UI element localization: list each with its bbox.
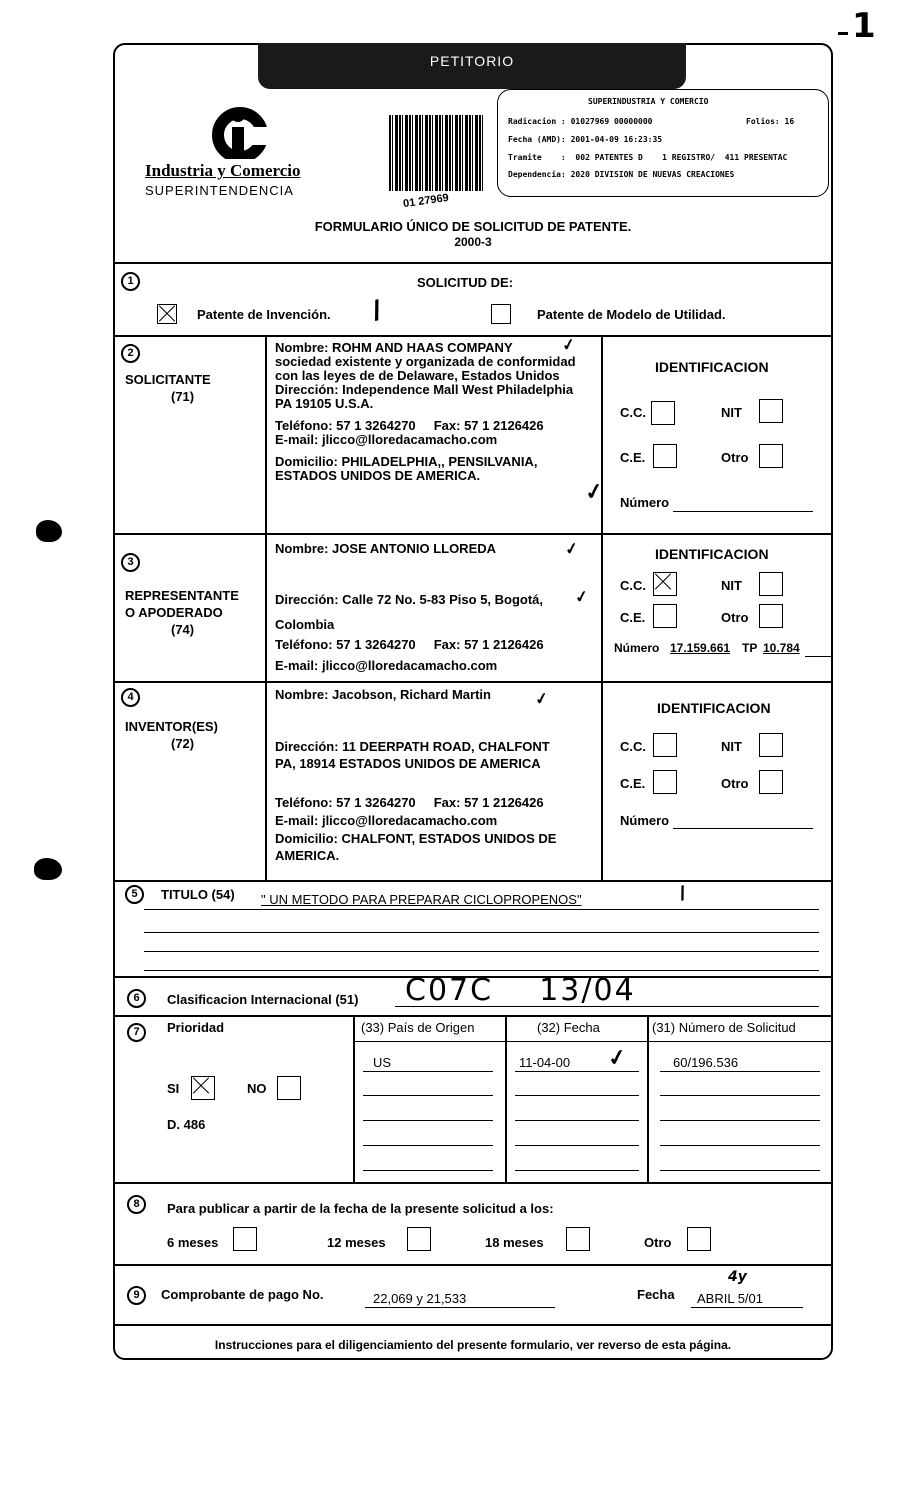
tp-line <box>805 656 831 657</box>
divider <box>115 262 831 264</box>
date-line <box>515 1170 639 1171</box>
cc-label: C.C. <box>620 578 646 593</box>
invention-patent-label: Patente de Invención. <box>197 307 331 322</box>
country-line <box>363 1071 493 1072</box>
applicant-nit-checkbox[interactable] <box>759 399 783 423</box>
check-mark: ✓ <box>605 1043 629 1072</box>
section-2-code: (71) <box>171 389 195 404</box>
representative-phone: Teléfono: 57 1 3264270 Fax: 57 1 2126426 <box>275 637 544 652</box>
section-4-number: 4 <box>121 688 140 707</box>
divider <box>115 533 831 535</box>
receipt-line <box>365 1307 555 1308</box>
section-3-number: 3 <box>121 553 140 572</box>
publish-6-checkbox[interactable] <box>233 1227 257 1251</box>
divider <box>115 1015 831 1017</box>
ce-label: C.E. <box>620 450 646 465</box>
section-3-code: (74) <box>171 622 195 637</box>
barcode-number: 01 27969 <box>402 191 450 211</box>
title-line <box>144 909 819 910</box>
applicant-ce-checkbox[interactable] <box>653 444 677 468</box>
punch-hole-mark <box>36 520 62 542</box>
stamp-line2: Fecha (AMD): 2001-04-09 16:23:35 <box>508 135 663 144</box>
priority-date: 11-04-00 <box>519 1055 571 1070</box>
stamp-folios: Folios: 16 <box>746 117 795 126</box>
other-label: Otro <box>721 610 749 625</box>
representative-ce-checkbox[interactable] <box>653 604 677 628</box>
number-line <box>673 828 813 829</box>
section-2-number: 2 <box>121 344 140 363</box>
applicant-phone: Teléfono: 57 1 3264270 Fax: 57 1 2126426 <box>275 418 544 433</box>
payment-receipt-value: 22,069 y 21,533 <box>373 1291 467 1306</box>
divider <box>265 335 267 880</box>
section-3-label-2: O APODERADO <box>125 605 223 620</box>
applicant-other-checkbox[interactable] <box>759 444 783 468</box>
check-mark: ✓ <box>582 477 606 506</box>
barcode <box>389 115 485 191</box>
inventor-address: Dirección: 11 DEERPATH ROAD, CHALFONT <box>275 739 550 754</box>
priority-yes-checkbox[interactable] <box>191 1076 215 1100</box>
inventor-domicile-2: AMERICA. <box>275 848 340 863</box>
section-4-code: (72) <box>171 736 195 751</box>
inventor-nit-checkbox[interactable] <box>759 733 783 757</box>
check-mark: / <box>678 882 688 906</box>
check-mark: ✓ <box>573 587 590 608</box>
publish-6-label: 6 meses <box>167 1235 219 1250</box>
invention-patent-checkbox[interactable] <box>157 304 177 324</box>
inventor-email: E-mail: jlicco@lloredacamacho.com <box>275 813 498 828</box>
priority-yes-label: SI <box>167 1081 180 1096</box>
classification-value: C07C 13/04 <box>405 973 636 1008</box>
title-value: " UN METODO PARA PREPARAR CICLOPROPENOS" <box>261 892 582 907</box>
cc-label: C.C. <box>620 405 646 420</box>
logo-name: Industria y Comercio <box>145 161 301 180</box>
publish-18-label: 18 meses <box>485 1235 544 1250</box>
logo <box>145 107 325 203</box>
payment-receipt-label: Comprobante de pago No. <box>161 1287 324 1302</box>
filing-stamp <box>497 89 829 197</box>
date-line <box>515 1095 639 1096</box>
date-line <box>691 1307 803 1308</box>
inventor-phone: Teléfono: 57 1 3264270 Fax: 57 1 2126426 <box>275 795 544 810</box>
check-mark: ✓ <box>563 539 580 560</box>
divider <box>115 681 831 683</box>
section-5-number: 5 <box>125 885 144 904</box>
applicant-domicile: Domicilio: PHILADELPHIA,, PENSILVANIA, <box>275 454 538 469</box>
applicant-details <box>275 341 605 483</box>
nit-label: NIT <box>721 739 742 754</box>
section-9-number: 9 <box>127 1286 146 1305</box>
publish-other-label: Otro <box>644 1235 672 1250</box>
date-line <box>515 1071 639 1072</box>
country-line <box>363 1095 493 1096</box>
section-5-label: TITULO (54) <box>161 887 235 902</box>
number-label: Número <box>614 641 660 655</box>
divider <box>115 1264 831 1266</box>
tp-label: TP <box>742 641 758 655</box>
identification-title: IDENTIFICACION <box>655 546 769 562</box>
other-label: Otro <box>721 776 749 791</box>
form-tab <box>258 43 686 89</box>
representative-id-number: 17.159.661 <box>670 641 731 655</box>
section-3-label: REPRESENTANTE <box>125 588 239 603</box>
number-row-line <box>660 1145 820 1146</box>
country-line <box>363 1170 493 1171</box>
representative-address: Dirección: Calle 72 No. 5-83 Piso 5, Bogotá, <box>275 592 544 607</box>
priority-number: 60/196.536 <box>673 1055 739 1070</box>
priority-no-label: NO <box>247 1081 267 1096</box>
logo-subtitle: SUPERINTENDENCIA <box>145 183 294 198</box>
inventor-cc-checkbox[interactable] <box>653 733 677 757</box>
stamp-line1: Radicacion : 01027969 00000000 <box>508 117 653 126</box>
decree-label: D. 486 <box>167 1117 206 1132</box>
check-mark: / <box>370 294 384 327</box>
utility-model-label: Patente de Modelo de Utilidad. <box>537 307 726 322</box>
payment-date-label: Fecha <box>637 1287 675 1302</box>
ce-label: C.E. <box>620 610 646 625</box>
divider <box>115 1324 831 1326</box>
header-row-line <box>353 1041 831 1042</box>
inventor-other-checkbox[interactable] <box>759 770 783 794</box>
number-row-line <box>660 1095 820 1096</box>
stamp-line3: Tramite : 002 PATENTES D 1 REGISTRO/ 411 PRESENTAC <box>508 153 788 162</box>
number-row-line <box>660 1170 820 1171</box>
page-number: 1 <box>852 6 876 46</box>
representative-address-2: Colombia <box>275 617 335 632</box>
applicant-name: Nombre: ROHM AND HAAS COMPANY <box>275 340 513 355</box>
footer-instructions: Instrucciones para el diligenciamiento del presente formulario, ver reverso de esta página. <box>214 1338 732 1352</box>
number-row-line <box>660 1071 820 1072</box>
sic-logo-icon <box>210 107 280 159</box>
section-6-label: Clasificacion Internacional (51) <box>167 992 359 1007</box>
section-4-label: INVENTOR(ES) <box>125 719 218 734</box>
applicant-line: con las leyes de de Delaware, Estados Unidos <box>275 368 560 383</box>
check-mark: ✓ <box>533 689 550 710</box>
section-6-number: 6 <box>127 989 146 1008</box>
date-column-header: (32) Fecha <box>537 1020 600 1035</box>
applicant-address-2: PA 19105 U.S.A. <box>275 396 374 411</box>
title-line <box>144 951 819 952</box>
section-8-label: Para publicar a partir de la fecha de la presente solicitud a los: <box>167 1201 554 1216</box>
inventor-ce-checkbox[interactable] <box>653 770 677 794</box>
country-line <box>363 1145 493 1146</box>
applicant-email: E-mail: jlicco@lloredacamacho.com <box>275 432 498 447</box>
page-number-dash <box>838 32 848 35</box>
section-8-number: 8 <box>127 1195 146 1214</box>
title-line <box>144 970 819 971</box>
title-line <box>144 932 819 933</box>
number-row-line <box>660 1120 820 1121</box>
punch-hole-mark <box>34 858 62 880</box>
divider <box>115 335 831 337</box>
inventor-address-2: PA, 18914 ESTADOS UNIDOS DE AMERICA <box>275 756 541 771</box>
form-title: FORMULARIO ÚNICO DE SOLICITUD DE PATENTE. <box>314 219 632 234</box>
divider <box>115 1182 831 1184</box>
publish-12-label: 12 meses <box>327 1235 386 1250</box>
inventor-domicile: Domicilio: CHALFONT, ESTADOS UNIDOS DE <box>275 831 557 846</box>
date-line <box>515 1145 639 1146</box>
patent-form <box>113 43 833 1360</box>
applicant-domicile-2: ESTADOS UNIDOS DE AMERICA. <box>275 468 481 483</box>
representative-tp-number: 10.784 <box>763 641 800 655</box>
utility-model-checkbox[interactable] <box>491 304 511 324</box>
payment-date-note: 4y <box>728 1269 747 1285</box>
publish-other-checkbox[interactable] <box>687 1227 711 1251</box>
priority-country: US <box>373 1055 392 1070</box>
number-label: Número <box>620 495 670 510</box>
country-line <box>363 1120 493 1121</box>
date-line <box>515 1120 639 1121</box>
form-tab-label: PETITORIO <box>429 53 515 69</box>
section-7-label: Prioridad <box>167 1020 225 1035</box>
identification-title: IDENTIFICACION <box>655 359 769 375</box>
nit-label: NIT <box>721 578 742 593</box>
representative-email: E-mail: jlicco@lloredacamacho.com <box>275 658 498 673</box>
section-1-number: 1 <box>121 272 140 291</box>
section-7-number: 7 <box>127 1023 146 1042</box>
stamp-line4: Dependencia: 2020 DIVISION DE NUEVAS CREACIONES <box>508 170 735 179</box>
representative-nit-checkbox[interactable] <box>759 572 783 596</box>
representative-cc-checkbox[interactable] <box>653 572 677 596</box>
form-code: 2000-3 <box>454 235 492 249</box>
identification-title: IDENTIFICACION <box>657 700 771 716</box>
other-label: Otro <box>721 450 749 465</box>
number-label: Número <box>620 813 670 828</box>
divider <box>115 880 831 882</box>
number-column-header: (31) Número de Solicitud <box>652 1020 796 1035</box>
publish-18-checkbox[interactable] <box>566 1227 590 1251</box>
check-mark: ✓ <box>560 335 577 356</box>
inventor-name: Nombre: Jacobson, Richard Martin <box>275 687 491 702</box>
ce-label: C.E. <box>620 776 646 791</box>
applicant-address: Dirección: Independence Mall West Philadelphia <box>275 382 574 397</box>
stamp-org: SUPERINDUSTRIA Y COMERCIO <box>588 97 709 106</box>
representative-other-checkbox[interactable] <box>759 604 783 628</box>
cc-label: C.C. <box>620 739 646 754</box>
payment-date-value: ABRIL 5/01 <box>697 1291 764 1306</box>
classification-line <box>395 1006 819 1007</box>
applicant-line: sociedad existente y organizada de conformidad <box>275 354 576 369</box>
applicant-cc-checkbox[interactable] <box>651 401 675 425</box>
publish-12-checkbox[interactable] <box>407 1227 431 1251</box>
section-2-label: SOLICITANTE <box>125 372 211 387</box>
country-column-header: (33) País de Origen <box>361 1020 475 1035</box>
nit-label: NIT <box>721 405 742 420</box>
section-1-title: SOLICITUD DE: <box>417 275 514 290</box>
number-line <box>673 511 813 512</box>
representative-name: Nombre: JOSE ANTONIO LLOREDA <box>275 541 497 556</box>
priority-no-checkbox[interactable] <box>277 1076 301 1100</box>
